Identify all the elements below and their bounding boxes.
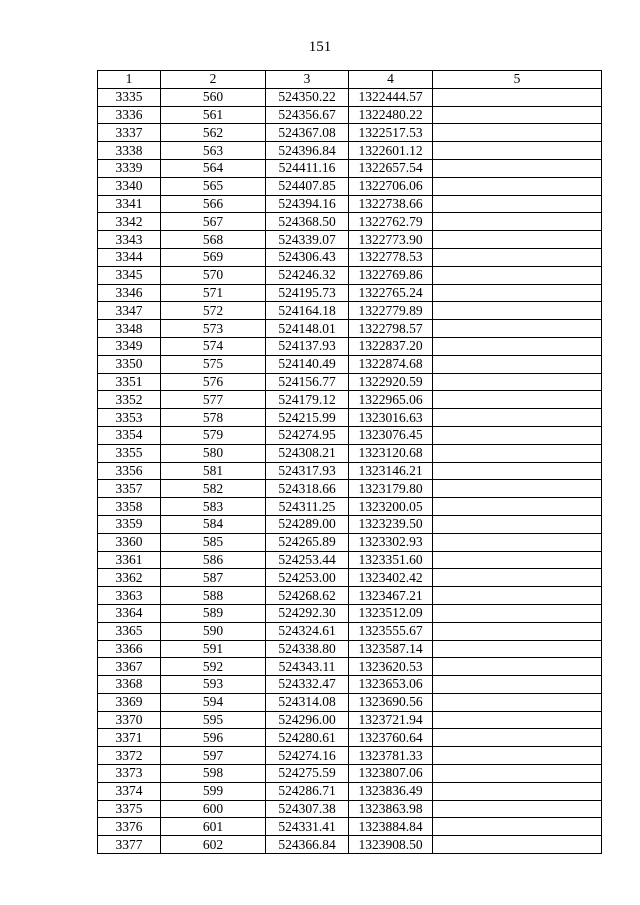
cell-point-number: 3343: [98, 231, 161, 249]
table-row: [98, 676, 602, 694]
cell-point-number: 3377: [98, 836, 161, 854]
cell-y-coordinate: 1323908.50: [349, 836, 433, 854]
cell-x-coordinate: 524156.77: [266, 373, 349, 391]
cell-x-coordinate: 524366.84: [266, 836, 349, 854]
cell-y-coordinate: 1322779.89: [349, 302, 433, 320]
cell-point-number: 3346: [98, 284, 161, 302]
cell-point-number: 3358: [98, 498, 161, 516]
cell-index: 568: [161, 231, 266, 249]
table-row: [98, 320, 602, 338]
table-row: [98, 124, 602, 142]
cell-index: 593: [161, 676, 266, 694]
cell-y-coordinate: 1322874.68: [349, 355, 433, 373]
cell-point-number: 3344: [98, 248, 161, 266]
cell-note: [433, 747, 602, 765]
cell-note: [433, 426, 602, 444]
cell-x-coordinate: 524289.00: [266, 515, 349, 533]
cell-index: 583: [161, 498, 266, 516]
cell-x-coordinate: 524280.61: [266, 729, 349, 747]
table-row: [98, 622, 602, 640]
cell-y-coordinate: 1322762.79: [349, 213, 433, 231]
table-row: [98, 302, 602, 320]
table-row: [98, 800, 602, 818]
cell-y-coordinate: 1322738.66: [349, 195, 433, 213]
cell-x-coordinate: 524253.44: [266, 551, 349, 569]
cell-y-coordinate: 1322837.20: [349, 337, 433, 355]
column-header: 4: [349, 71, 433, 89]
cell-note: [433, 533, 602, 551]
cell-y-coordinate: 1323721.94: [349, 711, 433, 729]
cell-x-coordinate: 524314.08: [266, 693, 349, 711]
cell-x-coordinate: 524306.43: [266, 248, 349, 266]
cell-y-coordinate: 1323807.06: [349, 765, 433, 783]
cell-index: 590: [161, 622, 266, 640]
table-row: [98, 818, 602, 836]
cell-point-number: 3338: [98, 142, 161, 160]
cell-y-coordinate: 1323351.60: [349, 551, 433, 569]
cell-x-coordinate: 524137.93: [266, 337, 349, 355]
cell-x-coordinate: 524394.16: [266, 195, 349, 213]
page-number: 151: [308, 39, 332, 55]
cell-point-number: 3376: [98, 818, 161, 836]
cell-point-number: 3348: [98, 320, 161, 338]
table-header: [98, 71, 602, 89]
cell-point-number: 3354: [98, 426, 161, 444]
cell-y-coordinate: 1323467.21: [349, 587, 433, 605]
cell-index: 578: [161, 409, 266, 427]
cell-point-number: 3352: [98, 391, 161, 409]
column-header: 2: [161, 71, 266, 89]
cell-note: [433, 818, 602, 836]
cell-point-number: 3365: [98, 622, 161, 640]
cell-note: [433, 266, 602, 284]
cell-x-coordinate: 524318.66: [266, 480, 349, 498]
cell-note: [433, 782, 602, 800]
cell-point-number: 3372: [98, 747, 161, 765]
table-row: [98, 159, 602, 177]
cell-y-coordinate: 1322517.53: [349, 124, 433, 142]
cell-x-coordinate: 524407.85: [266, 177, 349, 195]
cell-x-coordinate: 524317.93: [266, 462, 349, 480]
cell-point-number: 3336: [98, 106, 161, 124]
cell-index: 572: [161, 302, 266, 320]
cell-y-coordinate: 1323836.49: [349, 782, 433, 800]
cell-index: 595: [161, 711, 266, 729]
table-row: [98, 391, 602, 409]
cell-index: 597: [161, 747, 266, 765]
cell-y-coordinate: 1322706.06: [349, 177, 433, 195]
table-row: [98, 426, 602, 444]
cell-y-coordinate: 1323781.33: [349, 747, 433, 765]
table-row: [98, 658, 602, 676]
cell-note: [433, 498, 602, 516]
table-row: [98, 337, 602, 355]
cell-index: 571: [161, 284, 266, 302]
cell-index: 577: [161, 391, 266, 409]
cell-point-number: 3373: [98, 765, 161, 783]
cell-note: [433, 284, 602, 302]
cell-note: [433, 409, 602, 427]
cell-index: 589: [161, 604, 266, 622]
cell-x-coordinate: 524268.62: [266, 587, 349, 605]
cell-note: [433, 765, 602, 783]
cell-y-coordinate: 1323620.53: [349, 658, 433, 676]
table-row: [98, 640, 602, 658]
cell-note: [433, 658, 602, 676]
cell-y-coordinate: 1322920.59: [349, 373, 433, 391]
table-row: [98, 551, 602, 569]
cell-y-coordinate: 1323016.63: [349, 409, 433, 427]
table-row: [98, 480, 602, 498]
table-row: [98, 782, 602, 800]
cell-y-coordinate: 1323076.45: [349, 426, 433, 444]
cell-point-number: 3357: [98, 480, 161, 498]
coordinates-table: [97, 70, 602, 854]
cell-x-coordinate: 524246.32: [266, 266, 349, 284]
cell-index: 598: [161, 765, 266, 783]
cell-point-number: 3350: [98, 355, 161, 373]
table-row: [98, 231, 602, 249]
table-row: [98, 106, 602, 124]
cell-x-coordinate: 524367.08: [266, 124, 349, 142]
cell-index: 576: [161, 373, 266, 391]
cell-point-number: 3351: [98, 373, 161, 391]
cell-index: 562: [161, 124, 266, 142]
cell-index: 591: [161, 640, 266, 658]
cell-index: 566: [161, 195, 266, 213]
table-row: [98, 444, 602, 462]
cell-y-coordinate: 1322657.54: [349, 159, 433, 177]
cell-point-number: 3359: [98, 515, 161, 533]
cell-y-coordinate: 1323200.05: [349, 498, 433, 516]
cell-y-coordinate: 1323587.14: [349, 640, 433, 658]
cell-note: [433, 515, 602, 533]
cell-point-number: 3339: [98, 159, 161, 177]
cell-index: 580: [161, 444, 266, 462]
cell-note: [433, 444, 602, 462]
cell-note: [433, 640, 602, 658]
cell-y-coordinate: 1322769.86: [349, 266, 433, 284]
table-row: [98, 373, 602, 391]
cell-note: [433, 373, 602, 391]
cell-point-number: 3371: [98, 729, 161, 747]
cell-note: [433, 142, 602, 160]
cell-point-number: 3341: [98, 195, 161, 213]
cell-note: [433, 462, 602, 480]
column-header: 3: [266, 71, 349, 89]
cell-x-coordinate: 524292.30: [266, 604, 349, 622]
cell-point-number: 3355: [98, 444, 161, 462]
cell-y-coordinate: 1323302.93: [349, 533, 433, 551]
cell-y-coordinate: 1323555.67: [349, 622, 433, 640]
cell-note: [433, 587, 602, 605]
cell-x-coordinate: 524338.80: [266, 640, 349, 658]
cell-note: [433, 195, 602, 213]
cell-x-coordinate: 524275.59: [266, 765, 349, 783]
cell-point-number: 3335: [98, 88, 161, 106]
table-row: [98, 498, 602, 516]
cell-x-coordinate: 524368.50: [266, 213, 349, 231]
cell-y-coordinate: 1323863.98: [349, 800, 433, 818]
cell-x-coordinate: 524265.89: [266, 533, 349, 551]
cell-index: 563: [161, 142, 266, 160]
cell-x-coordinate: 524148.01: [266, 320, 349, 338]
table-row: [98, 88, 602, 106]
cell-point-number: 3340: [98, 177, 161, 195]
cell-y-coordinate: 1322798.57: [349, 320, 433, 338]
cell-point-number: 3342: [98, 213, 161, 231]
cell-y-coordinate: 1323884.84: [349, 818, 433, 836]
cell-index: 573: [161, 320, 266, 338]
cell-point-number: 3356: [98, 462, 161, 480]
cell-x-coordinate: 524339.07: [266, 231, 349, 249]
cell-y-coordinate: 1323146.21: [349, 462, 433, 480]
cell-index: 581: [161, 462, 266, 480]
cell-note: [433, 676, 602, 694]
table-header-row: [98, 71, 602, 89]
cell-y-coordinate: 1323512.09: [349, 604, 433, 622]
cell-point-number: 3368: [98, 676, 161, 694]
table-row: [98, 213, 602, 231]
cell-note: [433, 248, 602, 266]
column-header: 1: [98, 71, 161, 89]
cell-point-number: 3369: [98, 693, 161, 711]
cell-index: 588: [161, 587, 266, 605]
cell-point-number: 3361: [98, 551, 161, 569]
table-row: [98, 266, 602, 284]
cell-note: [433, 88, 602, 106]
cell-x-coordinate: 524332.47: [266, 676, 349, 694]
cell-x-coordinate: 524396.84: [266, 142, 349, 160]
cell-index: 560: [161, 88, 266, 106]
table-row: [98, 409, 602, 427]
cell-x-coordinate: 524307.38: [266, 800, 349, 818]
cell-index: 592: [161, 658, 266, 676]
cell-note: [433, 711, 602, 729]
cell-note: [433, 693, 602, 711]
cell-index: 579: [161, 426, 266, 444]
cell-note: [433, 337, 602, 355]
cell-point-number: 3374: [98, 782, 161, 800]
table-row: [98, 587, 602, 605]
cell-index: 565: [161, 177, 266, 195]
cell-x-coordinate: 524308.21: [266, 444, 349, 462]
cell-note: [433, 159, 602, 177]
cell-note: [433, 302, 602, 320]
cell-point-number: 3349: [98, 337, 161, 355]
table-row: [98, 729, 602, 747]
cell-point-number: 3366: [98, 640, 161, 658]
table-row: [98, 515, 602, 533]
table-row: [98, 711, 602, 729]
cell-index: 586: [161, 551, 266, 569]
cell-note: [433, 729, 602, 747]
cell-y-coordinate: 1322601.12: [349, 142, 433, 160]
cell-x-coordinate: 524411.16: [266, 159, 349, 177]
cell-x-coordinate: 524140.49: [266, 355, 349, 373]
cell-x-coordinate: 524296.00: [266, 711, 349, 729]
cell-point-number: 3363: [98, 587, 161, 605]
cell-note: [433, 480, 602, 498]
cell-index: 582: [161, 480, 266, 498]
cell-index: 569: [161, 248, 266, 266]
cell-x-coordinate: 524350.22: [266, 88, 349, 106]
cell-note: [433, 106, 602, 124]
cell-index: 600: [161, 800, 266, 818]
cell-y-coordinate: 1322965.06: [349, 391, 433, 409]
cell-point-number: 3353: [98, 409, 161, 427]
cell-note: [433, 836, 602, 854]
table-row: [98, 693, 602, 711]
cell-y-coordinate: 1323402.42: [349, 569, 433, 587]
cell-point-number: 3360: [98, 533, 161, 551]
table-row: [98, 533, 602, 551]
cell-point-number: 3370: [98, 711, 161, 729]
cell-note: [433, 213, 602, 231]
cell-index: 575: [161, 355, 266, 373]
cell-y-coordinate: 1322480.22: [349, 106, 433, 124]
cell-x-coordinate: 524195.73: [266, 284, 349, 302]
cell-index: 567: [161, 213, 266, 231]
table-row: [98, 836, 602, 854]
cell-note: [433, 355, 602, 373]
cell-y-coordinate: 1323760.64: [349, 729, 433, 747]
cell-y-coordinate: 1322765.24: [349, 284, 433, 302]
cell-point-number: 3367: [98, 658, 161, 676]
cell-index: 599: [161, 782, 266, 800]
cell-x-coordinate: 524179.12: [266, 391, 349, 409]
cell-note: [433, 177, 602, 195]
cell-x-coordinate: 524164.18: [266, 302, 349, 320]
cell-index: 585: [161, 533, 266, 551]
cell-x-coordinate: 524274.95: [266, 426, 349, 444]
cell-x-coordinate: 524274.16: [266, 747, 349, 765]
cell-note: [433, 569, 602, 587]
column-header: 5: [433, 71, 602, 89]
cell-note: [433, 604, 602, 622]
cell-index: 602: [161, 836, 266, 854]
cell-note: [433, 800, 602, 818]
cell-x-coordinate: 524343.11: [266, 658, 349, 676]
table-row: [98, 248, 602, 266]
table-row: [98, 142, 602, 160]
cell-index: 564: [161, 159, 266, 177]
cell-x-coordinate: 524324.61: [266, 622, 349, 640]
cell-y-coordinate: 1323120.68: [349, 444, 433, 462]
table-row: [98, 765, 602, 783]
cell-x-coordinate: 524331.41: [266, 818, 349, 836]
table-row: [98, 177, 602, 195]
cell-note: [433, 231, 602, 249]
cell-y-coordinate: 1323653.06: [349, 676, 433, 694]
cell-note: [433, 391, 602, 409]
table-row: [98, 569, 602, 587]
cell-y-coordinate: 1323239.50: [349, 515, 433, 533]
cell-index: 601: [161, 818, 266, 836]
cell-point-number: 3364: [98, 604, 161, 622]
cell-y-coordinate: 1322778.53: [349, 248, 433, 266]
cell-x-coordinate: 524356.67: [266, 106, 349, 124]
cell-x-coordinate: 524253.00: [266, 569, 349, 587]
table-body: [98, 88, 602, 853]
table-row: [98, 747, 602, 765]
cell-point-number: 3345: [98, 266, 161, 284]
cell-x-coordinate: 524286.71: [266, 782, 349, 800]
cell-y-coordinate: 1322444.57: [349, 88, 433, 106]
cell-note: [433, 124, 602, 142]
cell-point-number: 3362: [98, 569, 161, 587]
cell-x-coordinate: 524215.99: [266, 409, 349, 427]
table-row: [98, 195, 602, 213]
cell-y-coordinate: 1323690.56: [349, 693, 433, 711]
table-row: [98, 284, 602, 302]
cell-point-number: 3347: [98, 302, 161, 320]
cell-index: 584: [161, 515, 266, 533]
cell-y-coordinate: 1322773.90: [349, 231, 433, 249]
cell-note: [433, 320, 602, 338]
cell-index: 596: [161, 729, 266, 747]
cell-index: 594: [161, 693, 266, 711]
cell-x-coordinate: 524311.25: [266, 498, 349, 516]
cell-note: [433, 551, 602, 569]
cell-y-coordinate: 1323179.80: [349, 480, 433, 498]
table-row: [98, 604, 602, 622]
table-row: [98, 355, 602, 373]
cell-index: 570: [161, 266, 266, 284]
cell-index: 561: [161, 106, 266, 124]
table-row: [98, 462, 602, 480]
cell-index: 587: [161, 569, 266, 587]
cell-point-number: 3375: [98, 800, 161, 818]
cell-point-number: 3337: [98, 124, 161, 142]
cell-index: 574: [161, 337, 266, 355]
cell-note: [433, 622, 602, 640]
